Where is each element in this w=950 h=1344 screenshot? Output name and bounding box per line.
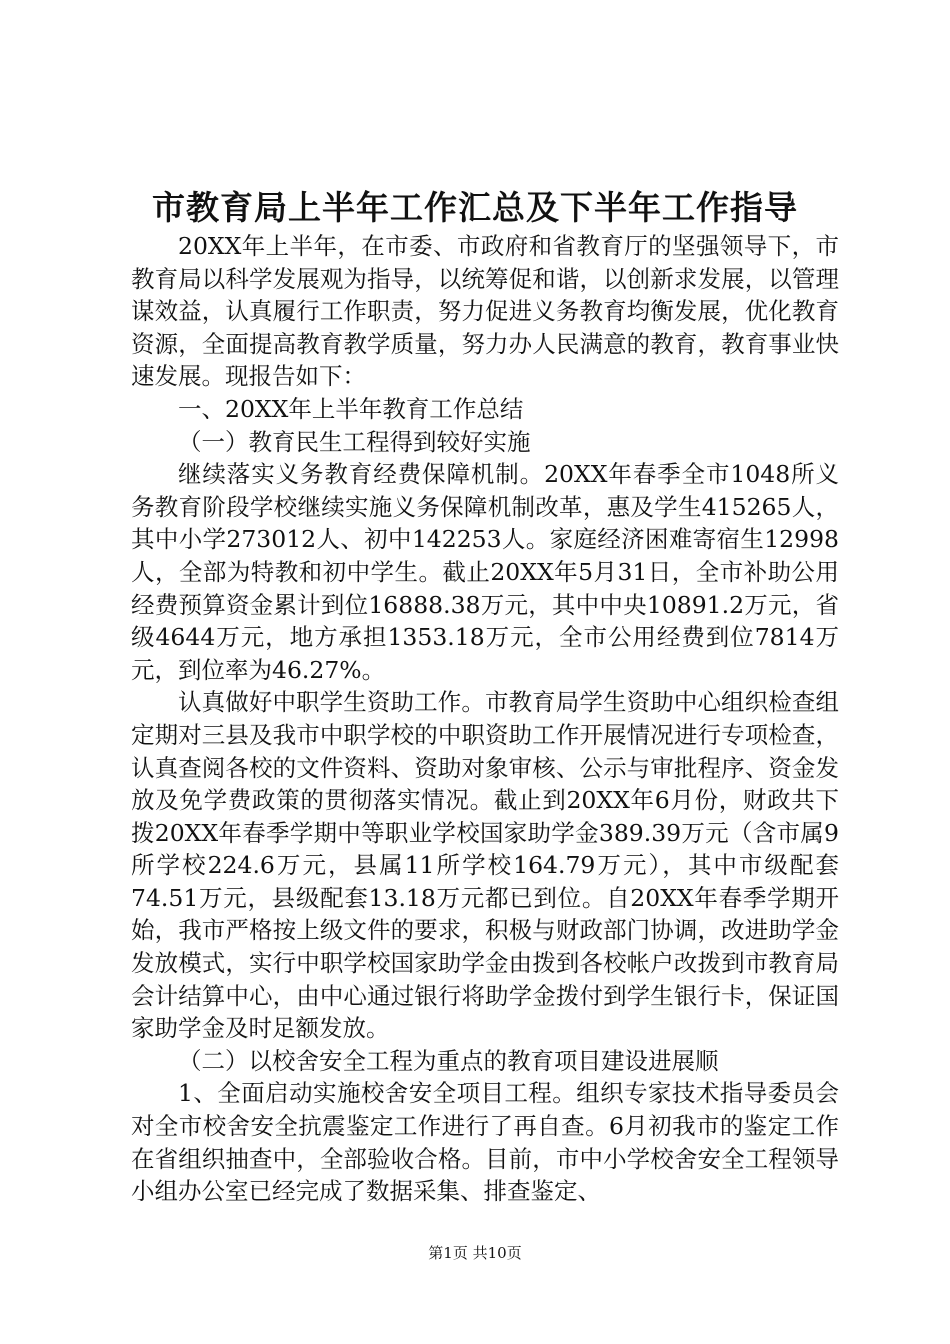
paragraph-school-safety: 1、全面启动实施校舍安全项目工程。组织专家技术指导委员会对全市校舍安全抗震鉴定工作进行了再自查。6月初我市的鉴定工作在省组织抽查中，全部验收合格。目前，市中小学校舍安全工程领导小组办公室已经完成了数据采集、排查鉴定、 xyxy=(131,1079,839,1206)
paragraph-funding: 继续落实义务教育经费保障机制。20XX年春季全市1048所义务教育阶段学校继续实施义务保障机制改革，惠及学生415265人，其中小学273012人、初中142253人。家庭经济困难寄宿生12998人，全部为特教和初中学生。截止20XX年5月31日，全市补助公用经费预算资金累计到位16888.38万元，其中中央10891.2万元，省级4644万元，地方承担1353.18万元，全市公用经费到位7814万元，到位率为46.27%。 xyxy=(131,460,839,684)
subsection-heading-1: （一）教育民生工程得到较好实施 xyxy=(178,427,531,456)
document-title: 市教育局上半年工作汇总及下半年工作指导 xyxy=(152,188,798,227)
document-body xyxy=(131,230,839,1208)
section-heading-1: 一、20XX年上半年教育工作总结 xyxy=(178,394,524,423)
paragraph-intro: 20XX年上半年，在市委、市政府和省教育厅的坚强领导下，市教育局以科学发展观为指导，以统筹促和谐，以创新求发展，以管理谋效益，认真履行工作职责，努力促进义务教育均衡发展，优化教育资源，全面提高教育教学质量，努力办人民满意的教育，教育事业快速发展。现报告如下： xyxy=(131,232,839,391)
page-number-footer: 第1页 共10页 xyxy=(428,1244,522,1262)
subsection-heading-2: （二）以校舍安全工程为重点的教育项目建设进展顺 xyxy=(178,1046,719,1075)
paragraph-vocational-aid: 认真做好中职学生资助工作。市教育局学生资助中心组织检查组定期对三县及我市中职学校的中职资助工作开展情况进行专项检查，认真查阅各校的文件资料、资助对象审核、公示与审批程序、资金发放及免学费政策的贯彻落实情况。截止到20XX年6月份，财政共下拨20XX年春季学期中等职业学校国家助学金389.39万元（含市属9所学校224.6万元，县属11所学校164.79万元），其中市级配套74.51万元，县级配套13.18万元都已到位。自20XX年春季学期开始，我市严格按上级文件的要求，积极与财政部门协调，改进助学金发放模式，实行中职学校国家助学金由拨到各校帐户改拨到市教育局会计结算中心，由中心通过银行将助学金拨付到学生银行卡，保证国家助学金及时足额发放。 xyxy=(131,688,839,1043)
